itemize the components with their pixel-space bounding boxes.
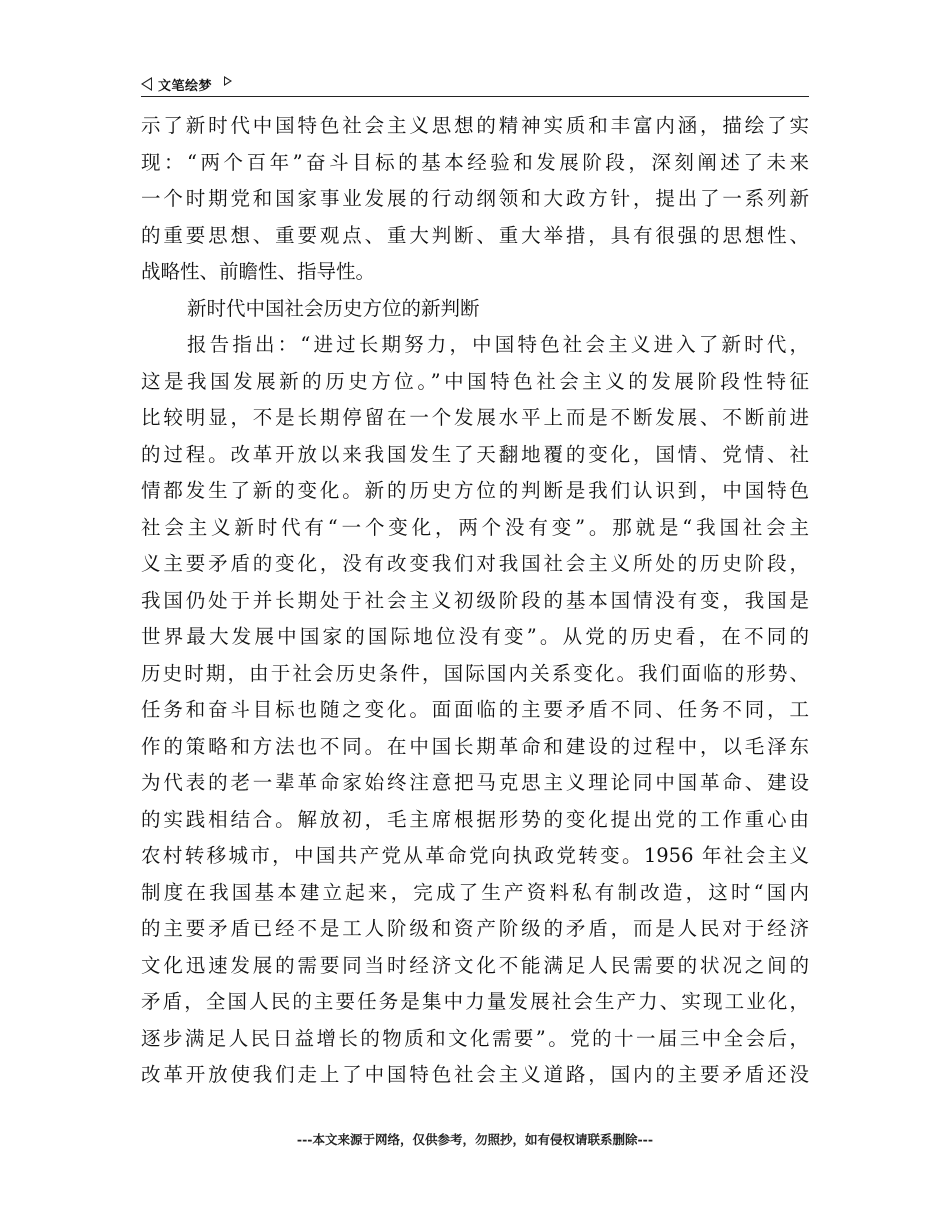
text-line: 历史时期，由于社会历史条件，国际国内关系变化。我们面临的形势、 [141, 661, 809, 685]
text-line: 的主要矛盾已经不是工人阶级和资产阶级的矛盾，而是人民对于经济 [141, 917, 809, 940]
document-body [141, 108, 809, 1094]
text-line: 改革开放使我们走上了中国特色社会主义道路，国内的主要矛盾还没 [141, 1063, 809, 1086]
text-line: 文化迅速发展的需要同当时经济文化不能满足人民需要的状况之间的 [141, 953, 809, 977]
text-line: 任务和奋斗目标也随之变化。面面临的主要矛盾不同、任务不同，工 [141, 698, 809, 721]
left-triangle-icon [141, 77, 152, 91]
text-line: 为代表的老一辈革命家始终注意把马克思主义理论同中国革命、建设 [141, 771, 809, 794]
section-heading: 新时代中国社会历史方位的新判断 [187, 296, 480, 320]
text-line: 作的策略和方法也不同。在中国长期革命和建设的过程中，以毛泽东 [141, 734, 809, 758]
text-line: 农村转移城市，中国共产党从革命党向执政党转变。1956 年社会主义 [141, 844, 809, 867]
text-line: 的过程。改革开放以来我国发生了天翻地覆的变化，国情、党情、社 [141, 442, 809, 466]
text-line: 一个时期党和国家事业发展的行动纲领和大政方针，提出了一系列新 [141, 187, 809, 210]
text-line: 逐步满足人民日益增长的物质和文化需要”。党的十一届三中全会后， [141, 1026, 809, 1050]
text-line: 这是我国发展新的历史方位。”中国特色社会主义的发展阶段性特征 [141, 369, 809, 393]
text-line: 比较明显，不是长期停留在一个发展水平上而是不断发展、不断前进 [141, 406, 809, 429]
text-line: 矛盾，全国人民的主要任务是集中力量发展社会生产力、实现工业化， [141, 990, 809, 1013]
text-line: 制度在我国基本建立起来，完成了生产资料私有制改造，这时“国内 [141, 880, 809, 904]
text-line: 战略性、前瞻性、指导性。 [141, 260, 376, 283]
text-line: 报告指出：“进过长期努力，中国特色社会主义进入了新时代， [187, 333, 809, 356]
text-line: 的重要思想、重要观点、重大判断、重大举措，具有很强的思想性、 [141, 223, 809, 247]
page-footer: ---本文来源于网络，仅供参考，勿照抄，如有侵权请联系删除--- [296, 1132, 654, 1147]
text-line: 现：“两个百年”奋斗目标的基本经验和发展阶段，深刻阐述了未来 [141, 150, 809, 174]
right-triangle-icon [224, 76, 232, 86]
text-line: 的实践相结合。解放初，毛主席根据形势的变化提出党的工作重心由 [141, 807, 809, 831]
text-line: 示了新时代中国特色社会主义思想的精神实质和丰富内涵，描绘了实 [141, 114, 809, 137]
text-line: 情都发生了新的变化。新的历史方位的判断是我们认识到，中国特色 [141, 479, 809, 502]
page-header [141, 72, 809, 97]
text-line: 世界最大发展中国家的国际地位没有变”。从党的历史看，在不同的 [141, 625, 809, 648]
text-line: 社会主义新时代有“一个变化，两个没有变”。那就是“我国社会主 [141, 515, 809, 539]
text-line: 我国仍处于并长期处于社会主义初级阶段的基本国情没有变，我国是 [141, 588, 809, 612]
text-line: 义主要矛盾的变化，没有改变我们对我国社会主义所处的历史阶段， [141, 552, 809, 575]
header-title: 文笔绘梦 [158, 78, 213, 94]
